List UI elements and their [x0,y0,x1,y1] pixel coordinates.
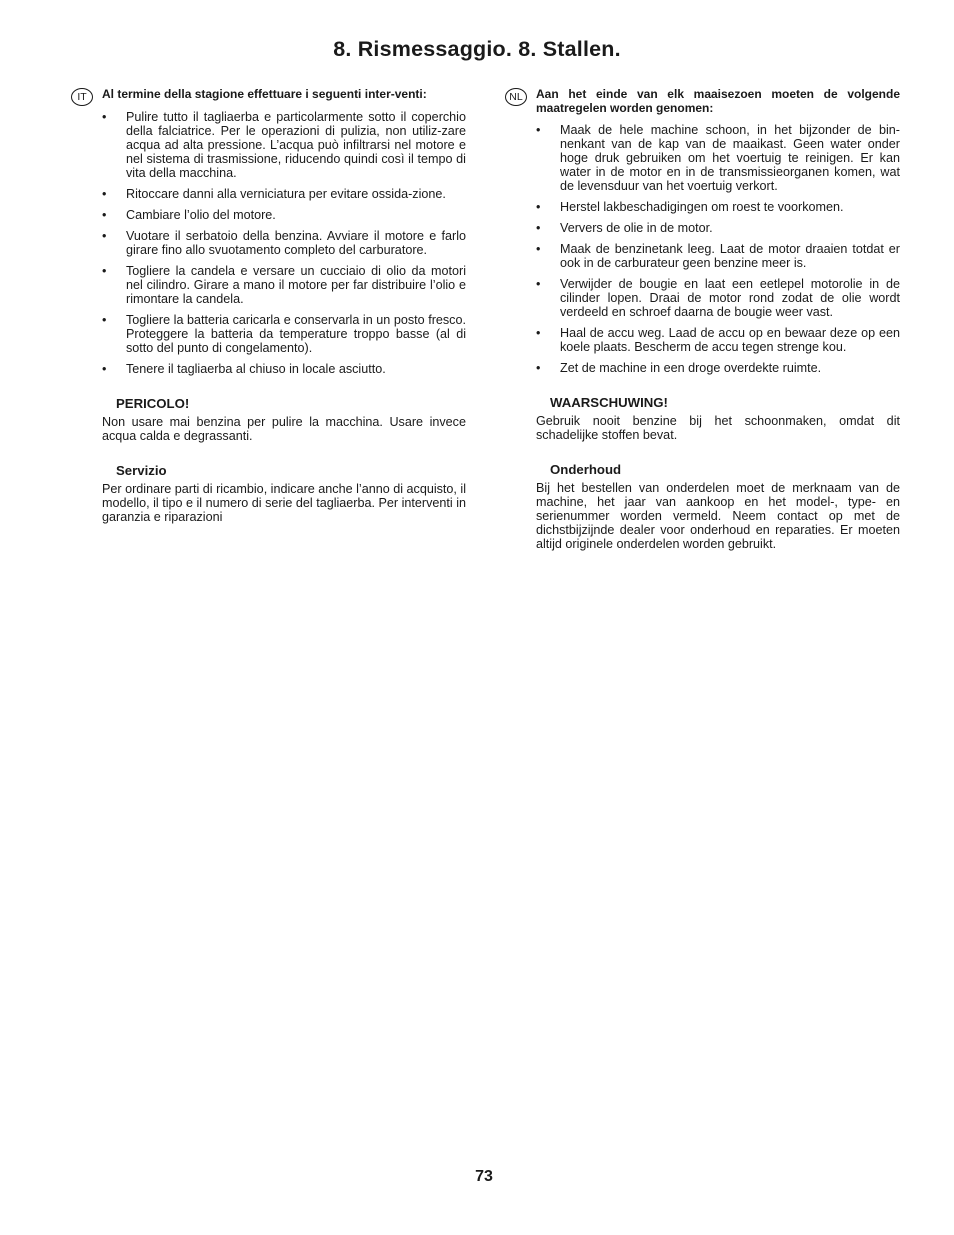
service-text: Per ordinare parti di ricambio, indicare anche l’anno di acquisto, il modello, il tipo e il numero di serie del tagliaerba. Per interventi in garanzia e riparazioni [102,481,467,524]
bullet-icon: • [536,221,541,235]
dutch-bullet-list [536,123,900,375]
italian-bullet-list [102,110,466,376]
bullet-icon: • [536,326,541,340]
warning-text: Gebruik nooit benzine bij het schoonmaken, omdat dit schadelijke stoffen bevat. [536,414,900,442]
bullet-icon: • [102,109,107,124]
language-badge-it: IT [71,88,93,106]
bullet-icon: • [102,361,107,376]
dutch-column [509,87,900,551]
list-item: • Herstel lakbeschadigingen om roest te voorkomen. [536,200,844,214]
italian-intro: Al termine della stagione effettuare i seguenti inter-venti: [102,87,427,101]
list-item: • Togliere la candela e versare un cucciaio di olio da motori nel cilindro. Girare a mano il motore per far distribuire l’olio e rimontare la candela. [102,263,466,306]
bullet-icon: • [536,242,541,256]
bullet-icon: • [102,207,107,222]
bullet-icon: • [536,123,541,137]
list-item: • Zet de machine in een droge overdekte ruimte. [536,361,822,375]
warning-text: Non usare mai benzina per pulire la macchina. Usare invece acqua calda e degrassanti. [102,414,466,443]
list-item: • Pulire tutto il tagliaerba e particolarmente sotto il coperchio della falciatrice. Per le operazioni di pulizia, non utiliz-zare acqua ad alta pressione. L’acqua può infiltrarsi nel motore e nel sistema di trasmissione, riducendo quindi così il tempo di vita della macchina. [102,109,466,180]
list-item: • Maak de hele machine schoon, in het bijzonder de bin-nenkant van de kap van de maaikast. Geen water onder hoge druk gebruiken om het voertuig te reinigen. Er kan water in de motor en in de transmissieorganen komen, wat de levensduur van het voertuig verkort. [536,123,900,193]
service-heading: Servizio [116,462,167,478]
italian-column [77,87,467,524]
bullet-icon: • [536,200,541,214]
list-item: • Verwijder de bougie en laat een eetlepel motorolie in de cilinder lopen. Draai de motor rond zodat de olie wordt verdeeld en schroef daarna de bougie weer vast. [536,277,900,319]
list-item: • Vuotare il serbatoio della benzina. Avviare il motore e farlo girare fino allo svuotamento completo del carburatore. [102,228,466,257]
language-badge-nl: NL [505,88,527,106]
page-title: 8. Rismessaggio. 8. Stallen. [333,37,621,61]
warning-heading: PERICOLO! [116,395,190,411]
list-item: • Cambiare l’olio del motore. [102,207,276,222]
warning-heading: WAARSCHUWING! [550,395,668,410]
dutch-intro: Aan het einde van elk maaisezoen moeten de volgende maatregelen worden genomen: [536,87,900,115]
bullet-icon: • [102,263,107,278]
bullet-icon: • [536,277,541,291]
service-heading: Onderhoud [550,462,622,477]
bullet-icon: • [102,186,107,201]
list-item: • Tenere il tagliaerba al chiuso in locale asciutto. [102,361,386,376]
list-item: • Haal de accu weg. Laad de accu op en bewaar deze op een koele plaats. Bescherm de accu tegen strenge kou. [536,326,900,354]
list-item: • Maak de benzinetank leeg. Laat de motor draaien totdat er ook in de carburateur geen benzine meer is. [536,242,900,270]
bullet-icon: • [102,228,107,243]
bullet-icon: • [536,361,541,375]
list-item: • Ververs de olie in de motor. [536,221,713,235]
page-number: 73 [475,1168,493,1185]
list-item: • Ritoccare danni alla verniciatura per evitare ossida-zione. [102,186,446,201]
bullet-icon: • [102,312,107,327]
list-item: • Togliere la batteria caricarla e conservarla in un posto fresco. Proteggere la batteria da temperature troppo basse (al di sotto del punto di congelamento). [102,312,466,355]
service-text: Bij het bestellen van onderdelen moet de merknaam van de machine, het jaar van aankoop en het model-, type- en serienummer worden vermeld. Neem contact op met de dichstbijzijnde dealer voor onderhoud en reparaties. Er moeten altijd originele onderdelen worden gebruikt. [536,481,900,551]
